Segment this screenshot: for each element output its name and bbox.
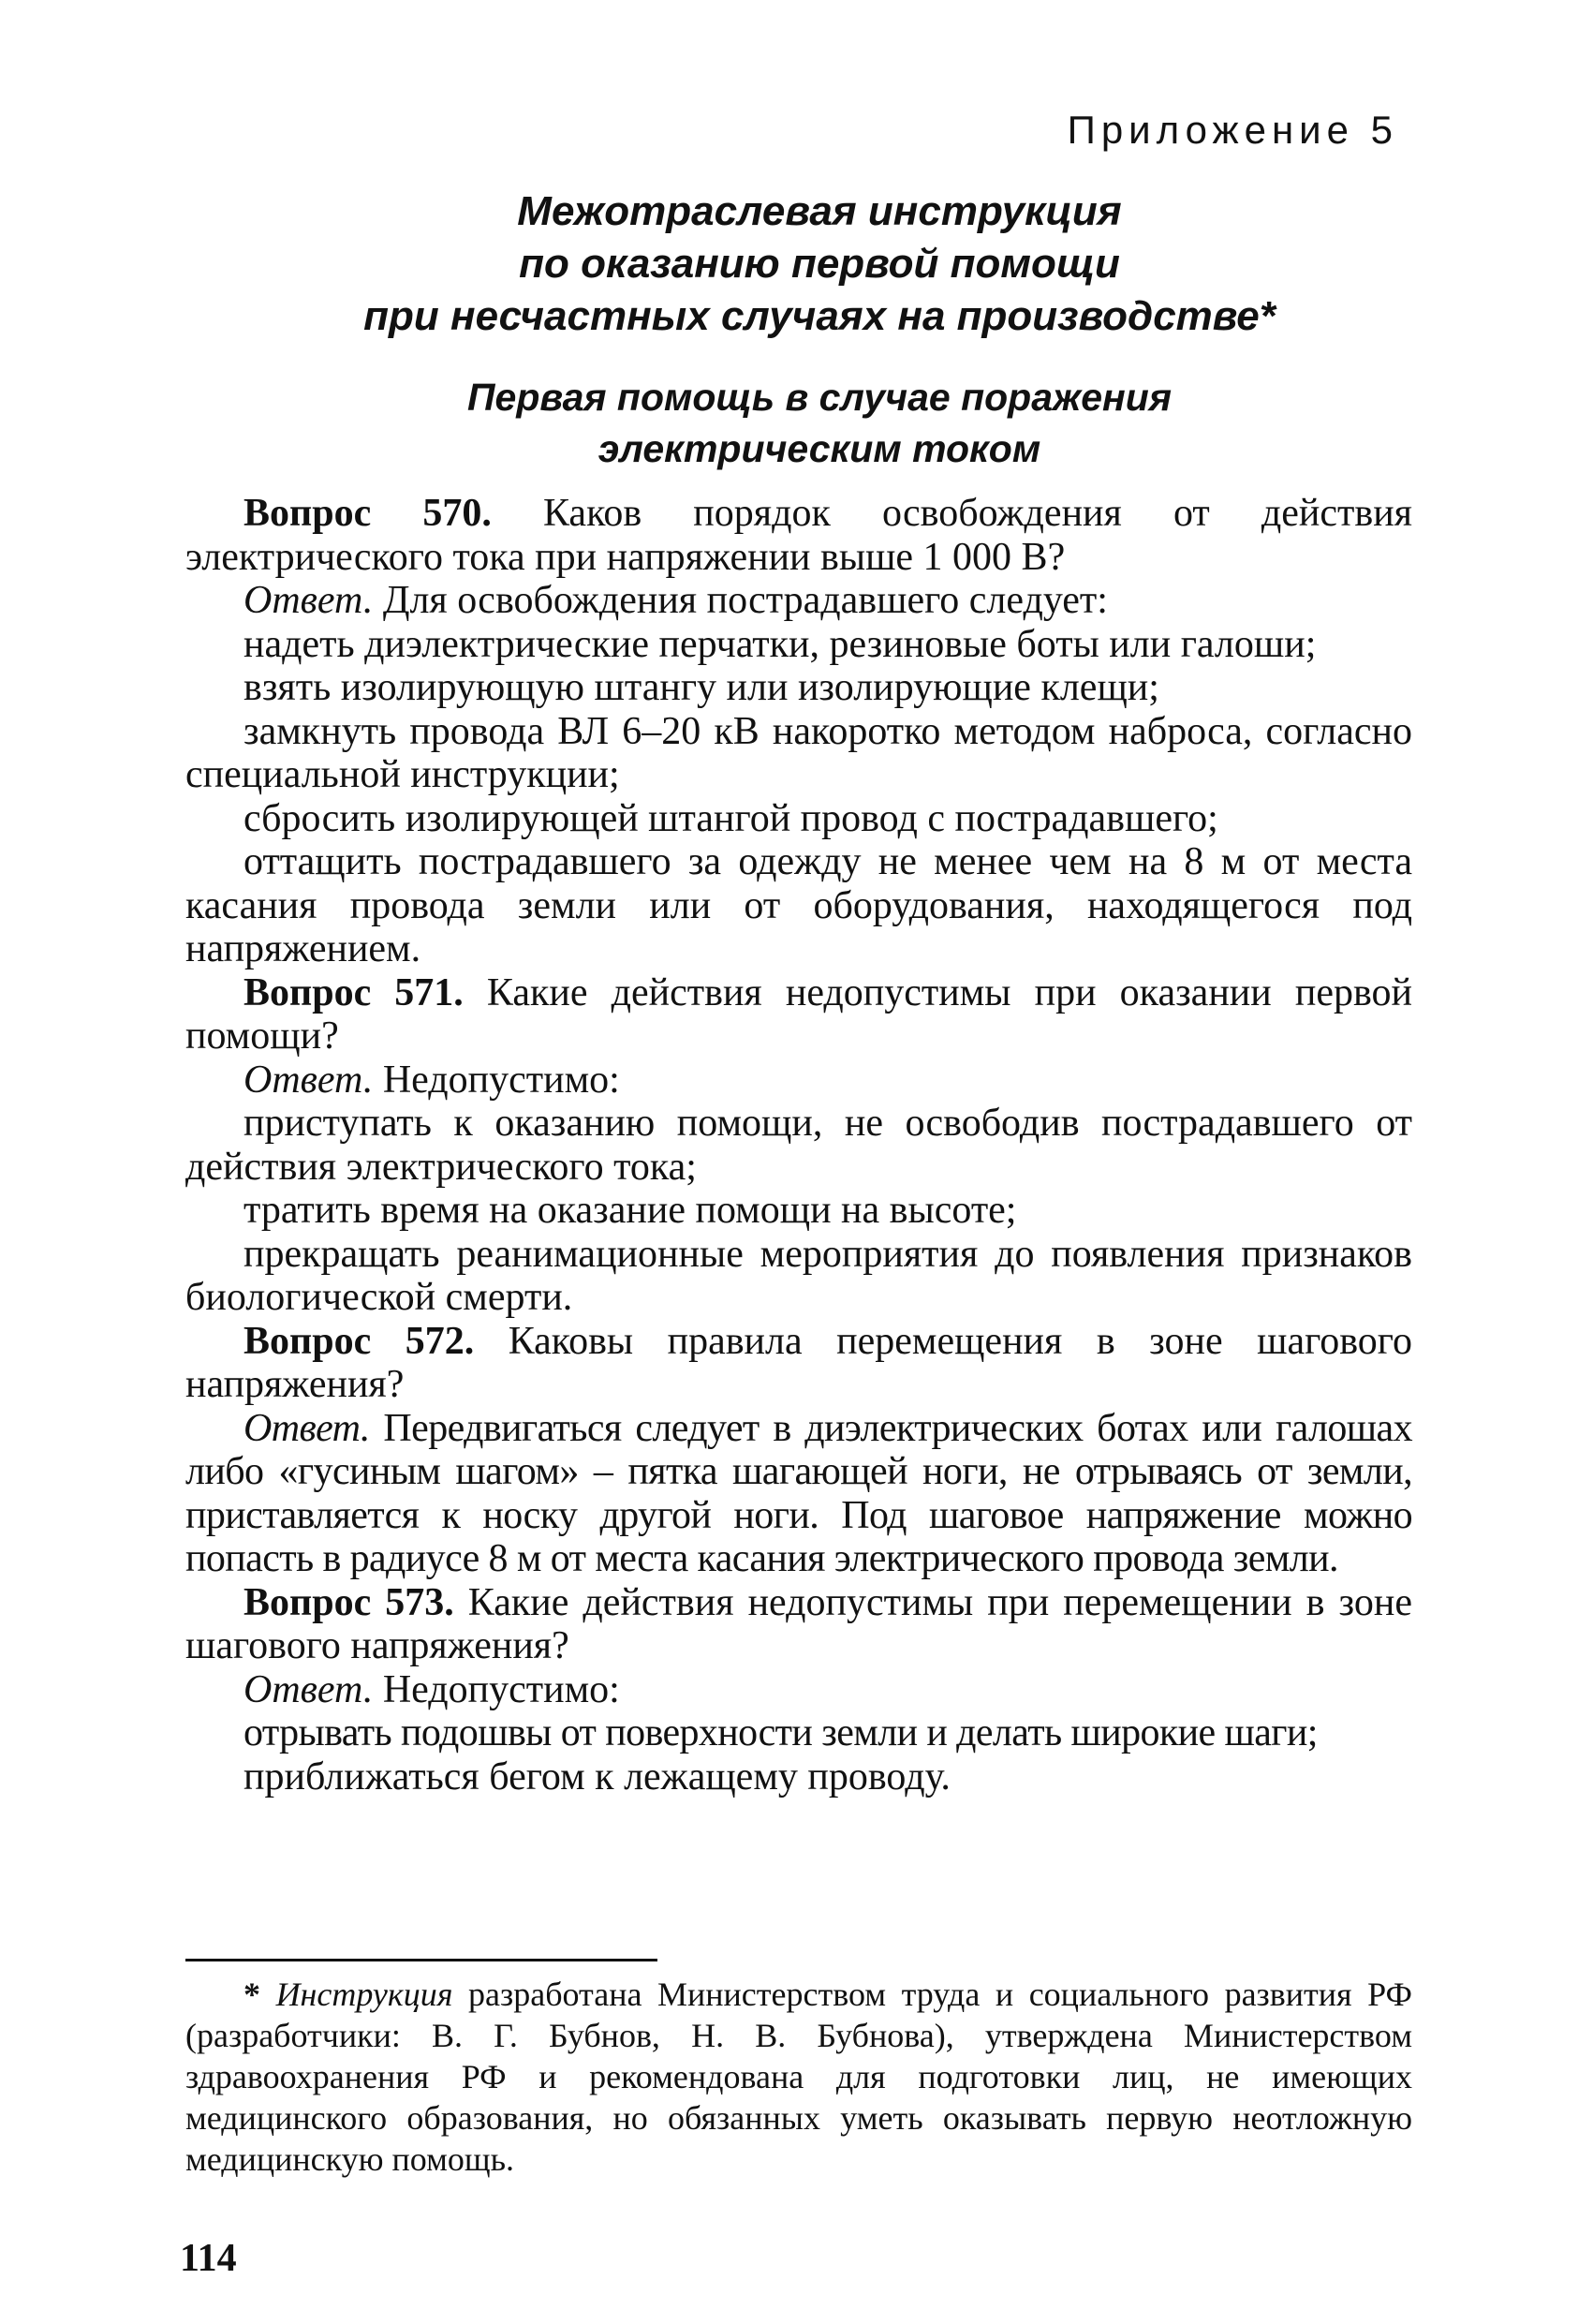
answer-570-item: взять изолирующую штангу или изолирующие клещи; [243,666,1159,709]
question-570-text: Каков порядок освобождения от действия электрического тока при напряжении выше 1 000 В? [185,492,1412,579]
answer-572 [185,1407,1412,1581]
footnote-term: Инструкция [275,1976,453,2013]
answer-570-item: надеть диэлектрические перчатки, резиновые боты или галоши; [243,622,1317,666]
answer-573-label: Ответ. [243,1667,374,1711]
answer-572-label: Ответ. [243,1406,370,1450]
answer-573-item: приближаться бегом к лежащему проводу. [243,1754,951,1799]
answer-571-item: прекращать реанимационные мероприятия до появления признаков биологической смерти. [185,1232,1412,1319]
question-573-text: Какие действия недопустимы при перемещении в зоне шагового напряжения? [185,1580,1412,1667]
answer-570-intro-text: Для освобождения пострадавшего следует: [373,579,1108,622]
question-573-label: Вопрос 573. [243,1580,454,1624]
footnote [185,1974,1412,2180]
answer-571-item: приступать к оказанию помощи, не освободив пострадавшего от действия электрического тока; [185,1102,1412,1189]
question-570 [185,492,1412,579]
answer-573-intro [185,1668,1412,1712]
question-572 [185,1320,1412,1407]
body-text [185,492,1412,1799]
footnote-body: разработана Министерством труда и социального развития РФ (разработчики: В. Г. Бубнов, Н. В. Бубнова), утверждена Министерством здравоохранения РФ и рекомендована для подготовки лиц, не имеющих медицинского образования, но обязанных уметь оказывать первую неотложную медицинскую помощь. [185,1976,1413,2178]
page-number: 114 [180,2237,237,2280]
section-heading-line-2: электрическим током [597,427,1041,470]
answer-570-item: замкнуть провода ВЛ 6–20 кВ накоротко методом наброса, согласно специальной инструкции; [185,709,1412,796]
answer-571-intro-text: Недопустимо: [373,1058,620,1102]
answer-573-intro-text: Недопустимо: [373,1667,620,1711]
footnote-divider [185,1959,657,1961]
footnote-mark: * [243,1976,260,2013]
question-570-label: Вопрос 570. [243,492,492,535]
question-571 [185,971,1412,1058]
answer-571-item: тратить время на оказание помощи на высоте; [243,1189,1017,1232]
title-line-1: Межотраслевая инструкция [517,188,1122,234]
question-571-label: Вопрос 571. [243,970,464,1014]
appendix-label: Приложение 5 [1067,108,1398,152]
question-572-label: Вопрос 572. [243,1319,475,1363]
question-571-text: Какие действия недопустимы при оказании первой помощи? [185,970,1412,1058]
answer-571-label: Ответ. [243,1058,374,1102]
title-line-3: при несчастных случаях на производстве* [363,293,1276,339]
answer-570-item: оттащить пострадавшего за одежду не менее чем на 8 м от места касания провода земли или от оборудования, находящегося под напряжением. [185,840,1412,970]
answer-570-intro [185,579,1412,623]
answer-571-intro [185,1058,1412,1103]
answer-572-text: Передвигаться следует в диэлектрических ботах или галошах либо «гусиным шагом» – пятка шагающей ноги, не отрываясь от земли, приставляется к носку другой ноги. Под шаговое напряжение можно попасть в радиусе 8 м от места касания электрического провода земли. [185,1406,1412,1580]
answer-573-item: отрывать подошвы от поверхности земли и делать широкие шаги; [243,1711,1318,1754]
answer-570-item: сбросить изолирующей штангой провод с пострадавшего; [243,796,1218,840]
section-heading-line-1: Первая помощь в случае поражения [467,376,1172,419]
section-heading [243,372,1395,475]
title-line-2: по оказанию первой помощи [519,241,1120,287]
document-title [243,185,1395,343]
question-573 [185,1581,1412,1668]
answer-570-label: Ответ. [243,579,374,622]
footnote-text [185,1974,1412,2180]
question-572-text: Каковы правила перемещения в зоне шагового напряжения? [185,1319,1412,1406]
